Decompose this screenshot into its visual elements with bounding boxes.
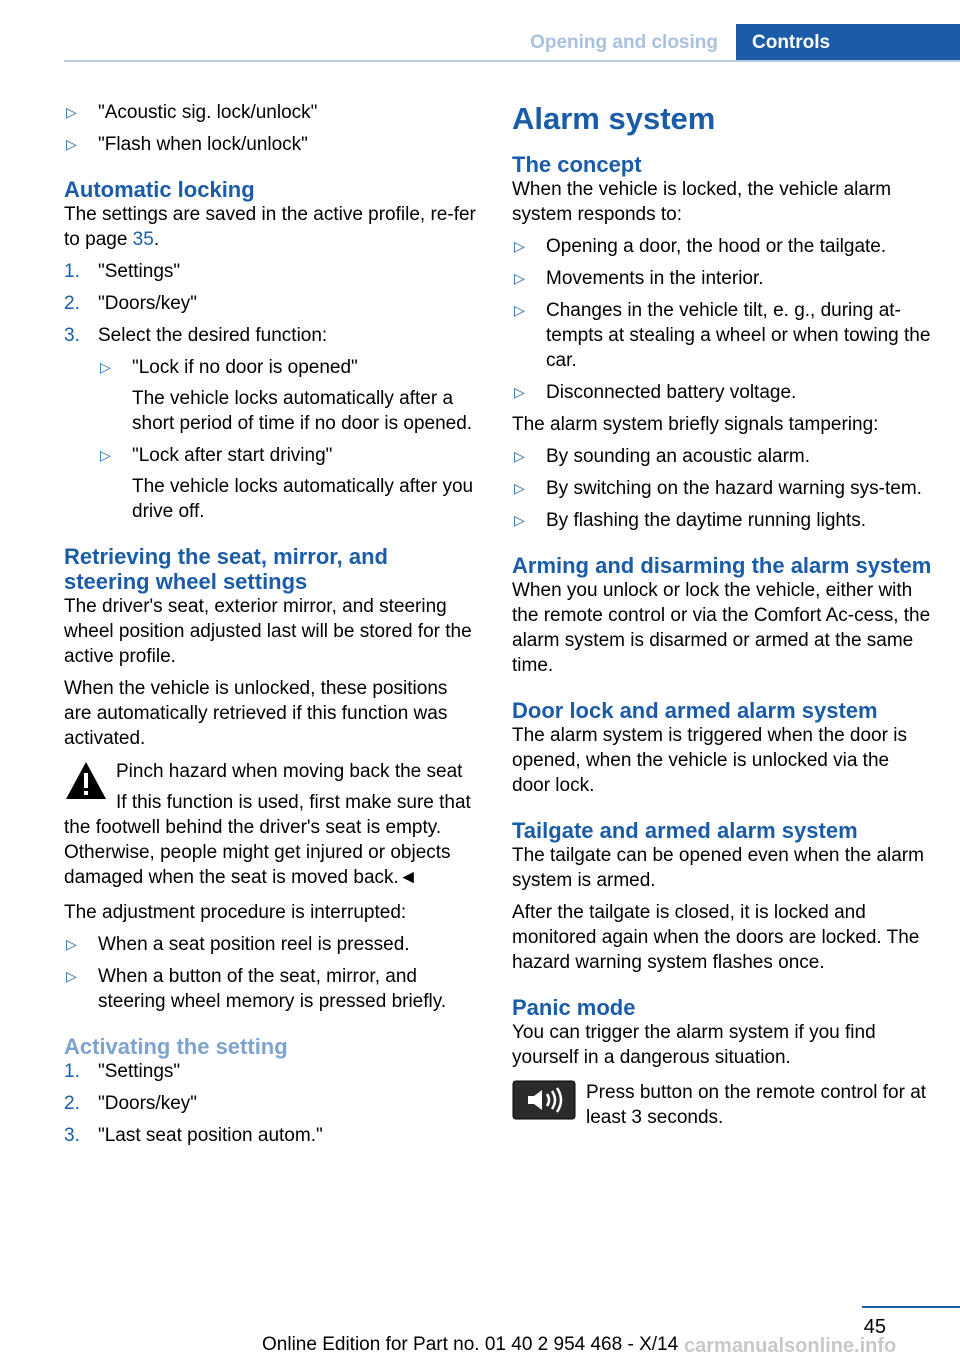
paragraph: The tailgate can be opened even when the alarm system is armed. — [512, 845, 924, 891]
page-number: 45 — [863, 1316, 886, 1338]
paragraph: The adjustment procedure is interrupted: — [64, 902, 407, 923]
option-label: ▷ "Lock after start driving" — [132, 445, 333, 466]
option-item — [98, 355, 476, 436]
options-list — [98, 355, 476, 524]
section-concept — [512, 152, 932, 533]
option-description: The vehicle locks automatically after a short period of time if no door is opened. — [132, 388, 473, 434]
list-item: ▷ When a seat position reel is pressed. — [64, 932, 476, 957]
signals-list — [512, 444, 932, 533]
list-item: ▷ When a button of the seat, mirror, and steering wheel memory is pressed briefly. — [64, 964, 476, 1014]
speaker-sound-icon — [512, 1080, 576, 1120]
paragraph: The settings are saved in the active profile, re‐fer to page 35. — [64, 204, 476, 250]
button-instruction: Press button on the remote control for at least 3 seconds. — [586, 1082, 927, 1128]
watermark: carmanualsonline.info — [684, 1335, 897, 1357]
section-heading: Retrieving the seat, mirror, and steering wheel settings — [64, 544, 388, 594]
section-panic-mode — [512, 995, 932, 1130]
step-item: 2. "Doors/key" — [64, 293, 198, 314]
warning-text: If this function is used, first make sure that the footwell behind the driver's seat is empty. Otherwise, people might get injured or objects damaged when the seat is moved back.◄ — [64, 792, 471, 888]
section-title: Opening and closing — [530, 32, 718, 53]
section-activating-setting — [64, 1034, 476, 1148]
top-bullets — [64, 100, 476, 157]
paragraph: The driver's seat, exterior mirror, and steering wheel position adjusted last will be stored for the active profile. — [64, 596, 472, 667]
header-rule — [64, 60, 960, 62]
step-item: 3. "Last seat position autom." — [64, 1125, 323, 1146]
edition-note: Online Edition for Part no. 01 40 2 954 468 - X/14 — [262, 1334, 679, 1355]
section-heading: Activating the setting — [64, 1034, 288, 1059]
section-automatic-locking — [64, 177, 476, 524]
panic-instruction — [512, 1080, 932, 1130]
list-item: ▷ Disconnected battery voltage. — [512, 380, 932, 405]
right-column — [512, 100, 932, 1137]
page-header — [512, 24, 960, 62]
step-item: 1. "Settings" — [64, 1061, 181, 1082]
option-label: ▷ "Lock if no door is opened" — [132, 357, 358, 378]
list-item: ▷ Movements in the interior. — [512, 266, 932, 291]
list-item: ▷ "Acoustic sig. lock/unlock" — [64, 100, 476, 125]
step-item: 1. "Settings" — [64, 261, 181, 282]
steps-list — [64, 259, 476, 524]
page-title: Alarm system — [512, 101, 716, 136]
section-arming — [512, 553, 932, 678]
interrupt-list — [64, 932, 476, 1014]
section-heading: The concept — [512, 152, 642, 177]
option-description: The vehicle locks automatically after you drive off. — [132, 476, 474, 522]
step-item: 2. "Doors/key" — [64, 1093, 198, 1114]
paragraph: After the tailgate is closed, it is locked and monitored again when the doors are locked. The hazard warning system flashes once. — [512, 902, 920, 973]
paragraph: The alarm system briefly signals tampering: — [512, 414, 879, 435]
section-heading: Tailgate and armed alarm system — [512, 818, 858, 843]
paragraph: When you unlock or lock the vehicle, either with the remote control or via the Comfort Ac‐cess, the alarm system is disarmed or armed at the same time. — [512, 580, 931, 676]
chapter-tab: Controls — [736, 24, 960, 62]
warning-triangle-icon — [64, 759, 108, 803]
steps-list — [64, 1059, 476, 1148]
left-column — [64, 100, 476, 1155]
list-item: ▷ Changes in the vehicle tilt, e. g., during at‐tempts at stealing a wheel or when towing the car. — [512, 298, 932, 373]
paragraph: The alarm system is triggered when the door is opened, when the vehicle is unlocked via the door lock. — [512, 725, 907, 796]
section-door-lock — [512, 698, 932, 798]
list-item: ▷ "Flash when lock/unlock" — [64, 132, 476, 157]
paragraph: You can trigger the alarm system if you find yourself in a dangerous situation. — [512, 1022, 876, 1068]
warning-notice — [64, 759, 476, 890]
list-item: ▷ By switching on the hazard warning sys‐tem. — [512, 476, 932, 501]
list-item: ▷ Opening a door, the hood or the tailgate. — [512, 234, 932, 259]
option-item — [98, 443, 476, 524]
list-item: ▷ By sounding an acoustic alarm. — [512, 444, 932, 469]
response-list — [512, 234, 932, 405]
section-retrieving-settings — [64, 544, 476, 1014]
section-heading: Door lock and armed alarm system — [512, 698, 878, 723]
footer-rule — [862, 1306, 960, 1308]
step-item: 3. Select the desired function: ▷ "Lock if no door is opened" The vehicle locks automatically after a short period of time if no door is opened. ▷ "Lock after start driving" The vehicle locks automatically after you drive off. — [64, 323, 476, 524]
section-tailgate — [512, 818, 932, 975]
page-reference-link[interactable]: 35 — [132, 229, 154, 250]
paragraph: When the vehicle is unlocked, these positions are automatically retrieved if this function was activated. — [64, 678, 448, 749]
paragraph: When the vehicle is locked, the vehicle alarm system responds to: — [512, 179, 892, 225]
warning-title: Pinch hazard when moving back the seat — [116, 761, 463, 782]
section-heading: Automatic locking — [64, 177, 255, 202]
list-item: ▷ By flashing the daytime running lights. — [512, 508, 932, 533]
section-heading: Arming and disarming the alarm system — [512, 553, 932, 578]
section-heading: Panic mode — [512, 995, 636, 1020]
